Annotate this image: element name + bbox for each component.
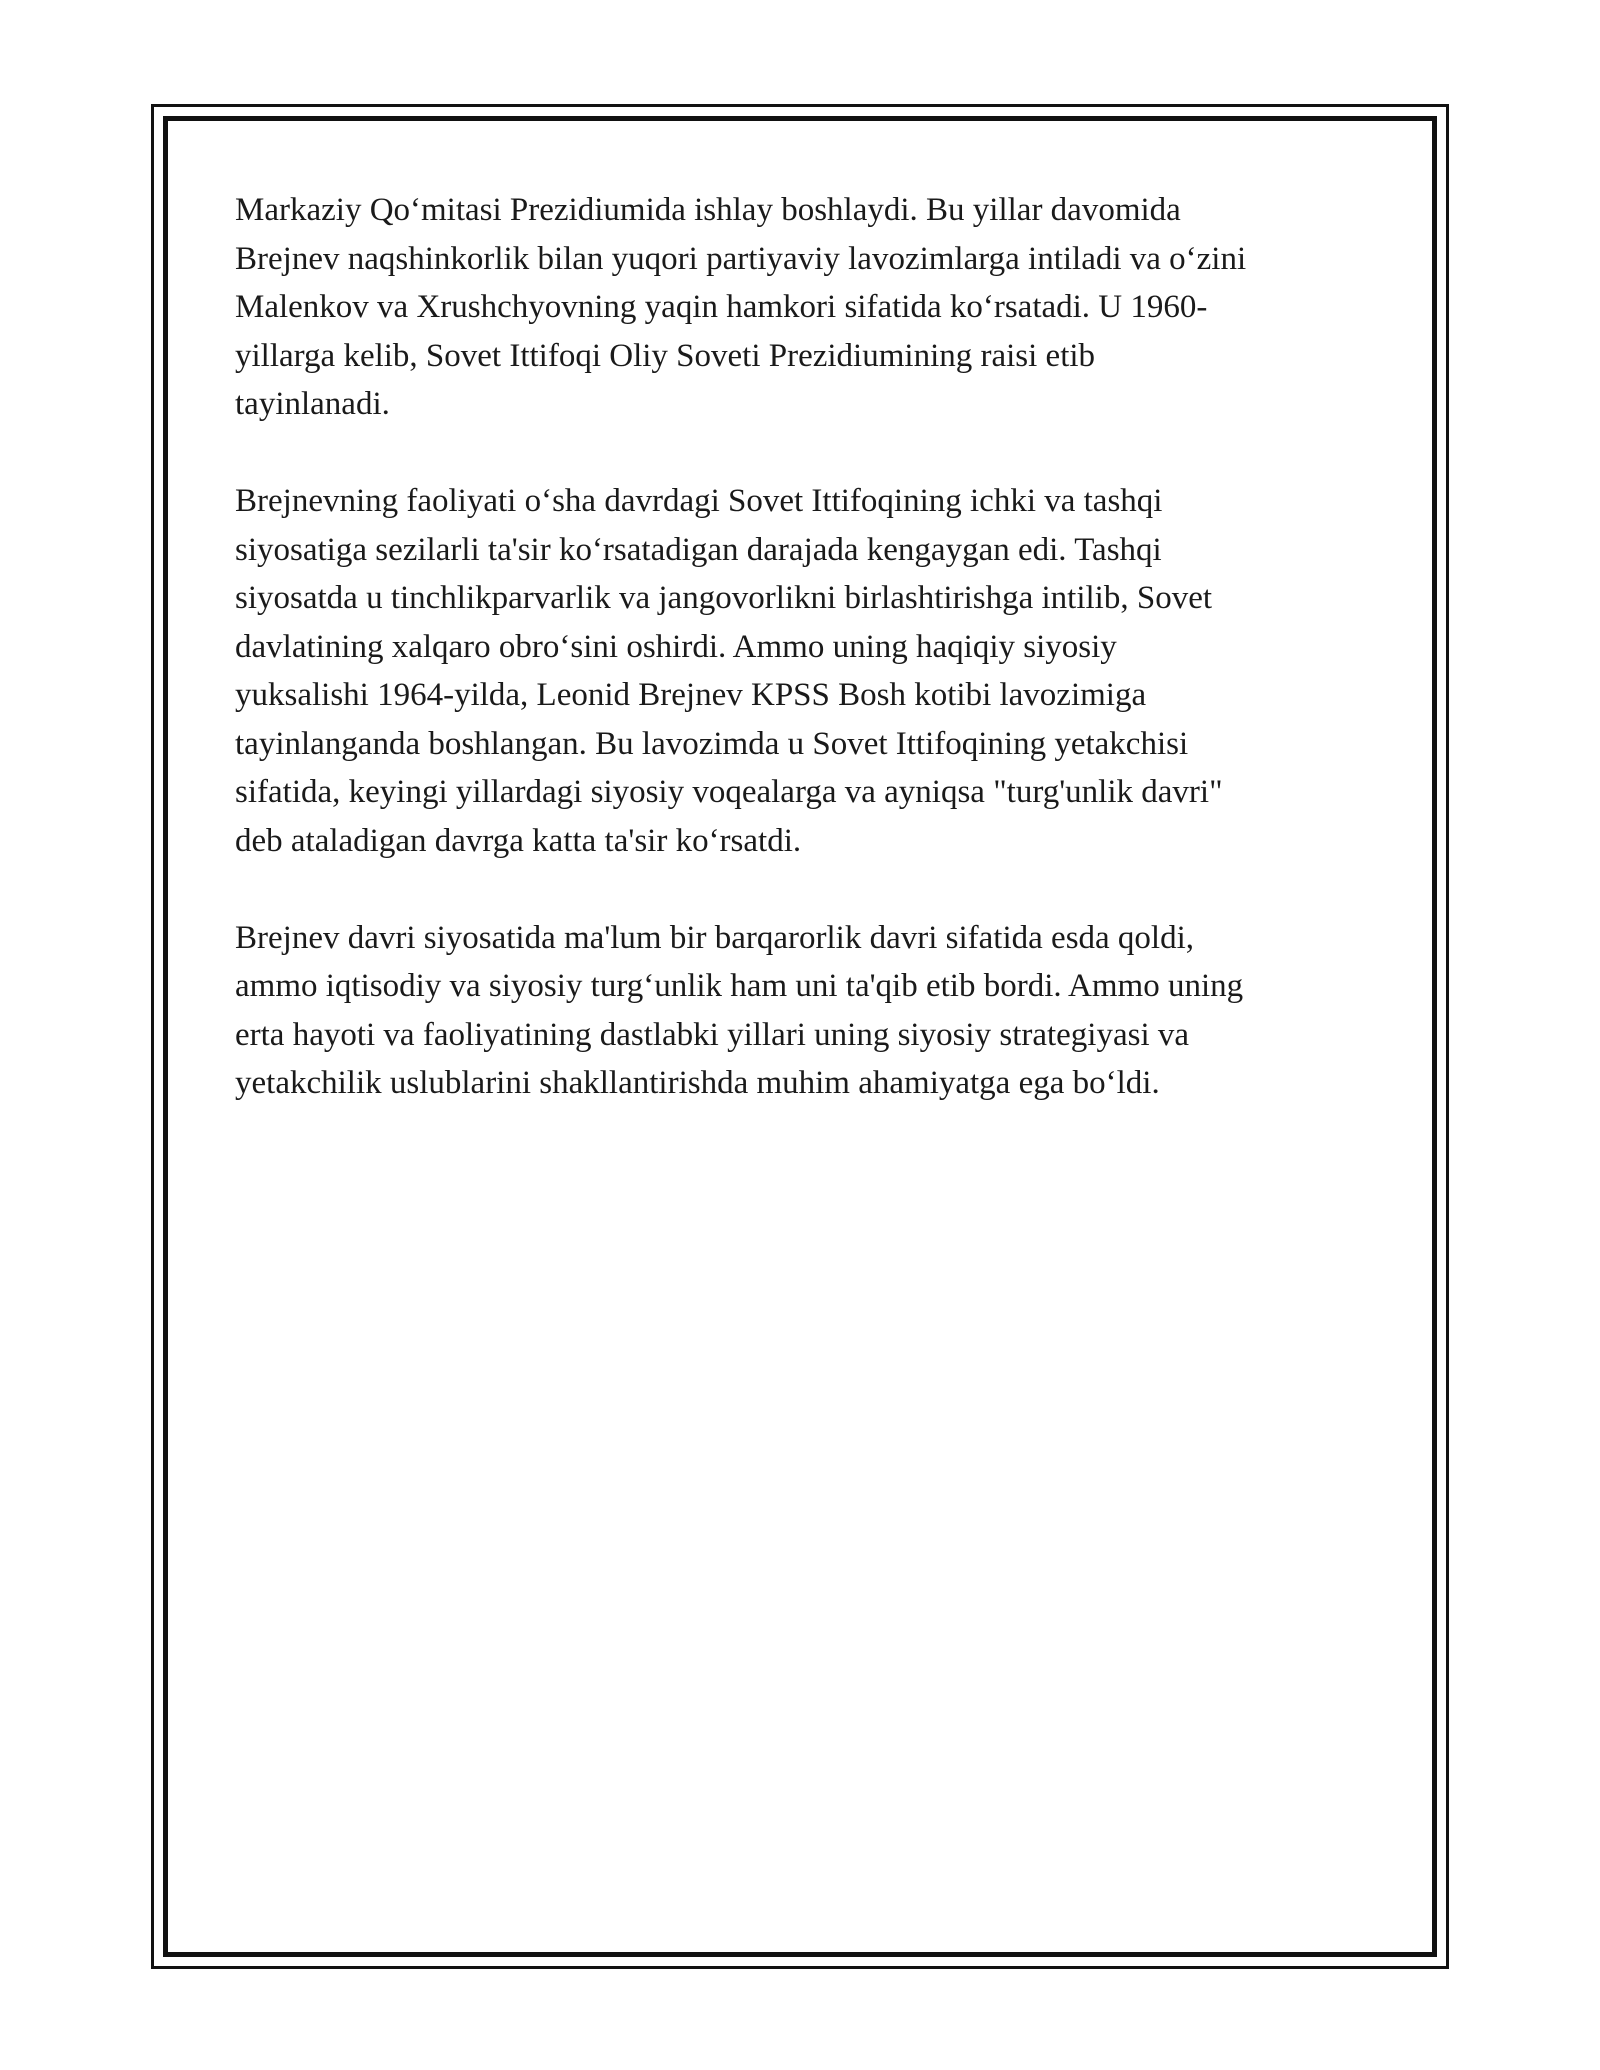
- paragraph-line: yuksalishi 1964-yilda, Leonid Brejnev KPSS Bosh kotibi lavozimiga: [235, 677, 1147, 713]
- paragraph-line: tayinlanganda boshlangan. Bu lavozimda u Sovet Ittifoqining yetakchisi: [235, 725, 1189, 762]
- paragraph-2: [235, 477, 1380, 865]
- paragraph-1: [235, 186, 1380, 429]
- paragraph-line: deb ataladigan davrga katta ta'sir koʻrsatdi.: [235, 822, 802, 859]
- document-body: [235, 186, 1380, 1156]
- paragraph-line: Brejnev naqshinkorlik bilan yuqori partiyaviy lavozimlarga intiladi va oʻzini: [235, 240, 1247, 277]
- paragraph-line: siyosatda u tinchlikparvarlik va jangovorlikni birlashtirishga intilib, Sovet: [235, 580, 1213, 616]
- paragraph-line: yetakchilik uslublarini shakllantirishda muhim ahamiyatga ega boʻldi.: [235, 1065, 1160, 1101]
- paragraph-line: Brejnevning faoliyati oʻsha davrdagi Sovet Ittifoqining ichki va tashqi: [235, 483, 1163, 519]
- paragraph-line: ammo iqtisodiy va siyosiy turgʻunlik ham uni ta'qib etib bordi. Ammo uning: [235, 968, 1244, 1004]
- paragraph-line: siyosatiga sezilarli ta'sir koʻrsatadigan darajada kengaygan edi. Tashqi: [235, 531, 1162, 568]
- paragraph-line: davlatining xalqaro obroʻsini oshirdi. Ammo uning haqiqiy siyosiy: [235, 628, 1117, 665]
- paragraph-line: tayinlanadi.: [235, 386, 390, 422]
- paragraph-line: Malenkov va Xrushchyovning yaqin hamkori sifatida koʻrsatadi. U 1960-: [235, 289, 1208, 325]
- paragraph-3: [235, 914, 1380, 1108]
- paragraph-line: erta hayoti va faoliyatining dastlabki yillari uning siyosiy strategiyasi va: [235, 1016, 1190, 1053]
- paragraph-line: sifatida, keyingi yillardagi siyosiy voqealarga va ayniqsa "turg'unlik davri": [235, 774, 1223, 810]
- paragraph-line: Brejnev davri siyosatida ma'lum bir barqarorlik davri sifatida esda qoldi,: [235, 919, 1195, 956]
- paragraph-line: Markaziy Qoʻmitasi Prezidiumida ishlay boshlaydi. Bu yillar davomida: [235, 192, 1181, 228]
- paragraph-line: yillarga kelib, Sovet Ittifoqi Oliy Soveti Prezidiumining raisi etib: [235, 337, 1096, 374]
